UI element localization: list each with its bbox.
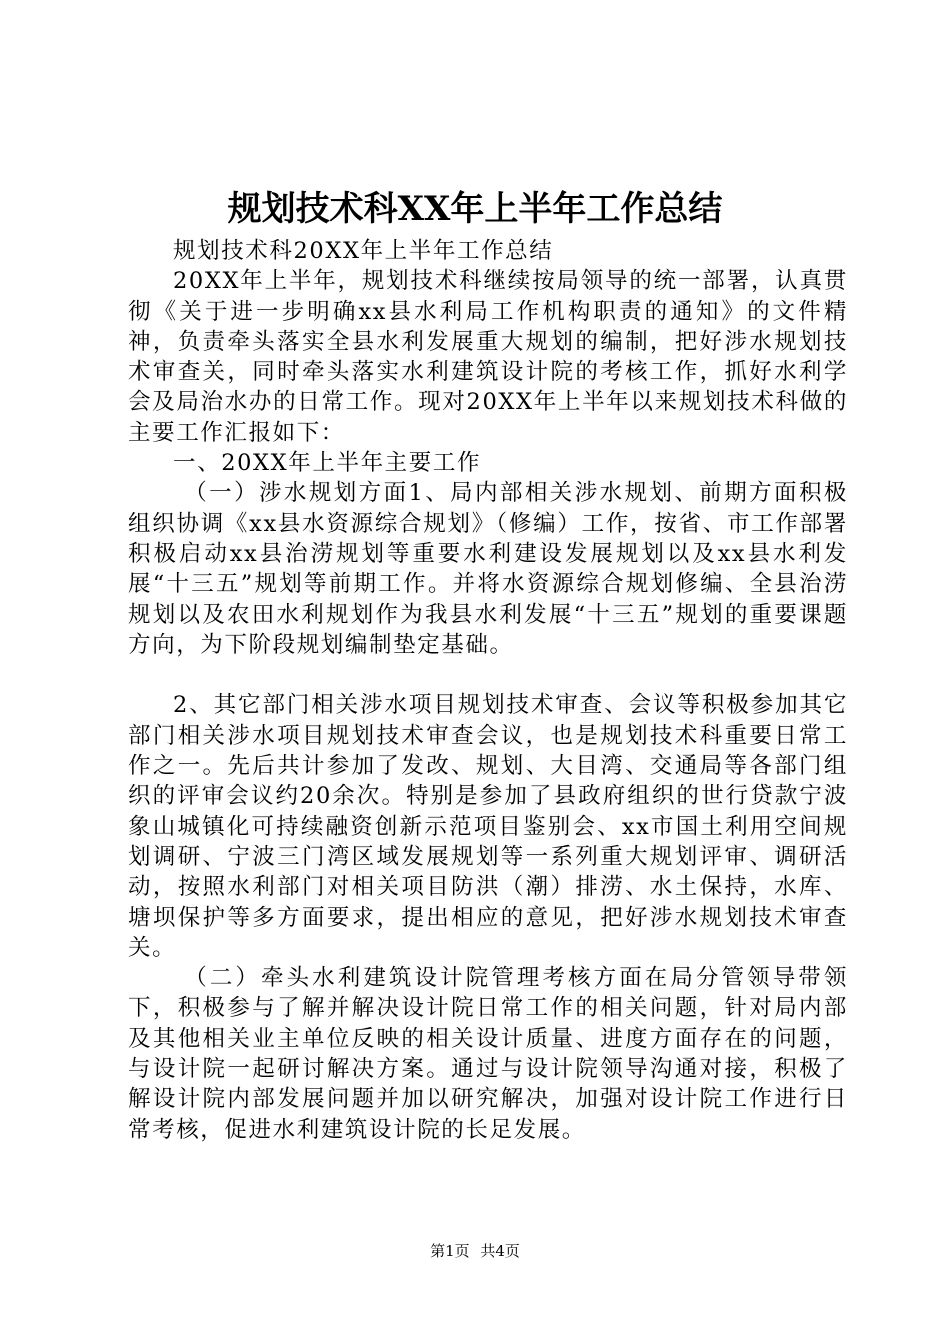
paragraph-intro: 20XX年上半年，规划技术科继续按局领导的统一部署，认真贯彻《关于进一步明确xx县水利局工作机构职责的通知》的文件精神，负责牵头落实全县水利发展重大规划的编制，把好涉水规划技术审查关，同时牵头落实水利建筑设计院的考核工作，抓好水利学会及局治水办的日常工作。现对20XX年上半年以来规划技术科做的主要工作汇报如下： — [128, 268, 848, 446]
paragraph-gap — [128, 660, 848, 690]
paragraph-planning: （一）涉水规划方面1、局内部相关涉水规划、前期方面积极组织协调《xx县水资源综合规划》（修编）工作，按省、市工作部署积极启动xx县治涝规划等重要水利建设发展规划以及xx县水利发展“十三五”规划等前期工作。并将水资源综合规划修编、全县治涝规划以及农田水利规划作为我县水利发展“十三五”规划的重要课题方向，为下阶段规划编制垫定基础。 — [128, 480, 848, 658]
paragraph-subtitle: 规划技术科20XX年上半年工作总结 — [173, 238, 554, 264]
section-heading: 一、20XX年上半年主要工作 — [173, 450, 482, 477]
page-number: 第1页 — [430, 1242, 470, 1260]
paragraph-review: 2、其它部门相关涉水项目规划技术审查、会议等积极参加其它部门相关涉水项目规划技术审查会议，也是规划技术科重要日常工作之一。先后共计参加了发改、规划、大目湾、交通局等各部门组织的评审会议约20余次。特别是参加了县政府组织的世行贷款宁波象山城镇化可持续融资创新示范项目鉴别会、xx市国土利用空间规划调研、宁波三门湾区域发展规划等一系列重大规划评审、调研活动，按照水利部门对相关项目防洪（潮）排涝、水土保持，水库、塘坝保护等多方面要求，提出相应的意见，把好涉水规划技术审查关。 — [128, 692, 848, 961]
document-body — [128, 236, 848, 1145]
document-title: 规划技术科XX年上半年工作总结 — [227, 189, 723, 229]
page-footer — [0, 1240, 950, 1262]
paragraph-design-institute: （二）牵头水利建筑设计院管理考核方面在局分管领导带领下，积极参与了解并解决设计院日常工作的相关问题，针对局内部及其他相关业主单位反映的相关设计质量、进度方面存在的问题，与设计院一起研讨解决方案。通过与设计院领导沟通对接，积极了解设计院内部发展问题并加以研究解决，加强对设计院工作进行日常考核，促进水利建筑设计院的长足发展。 — [128, 965, 848, 1143]
page-total: 共4页 — [480, 1242, 520, 1260]
